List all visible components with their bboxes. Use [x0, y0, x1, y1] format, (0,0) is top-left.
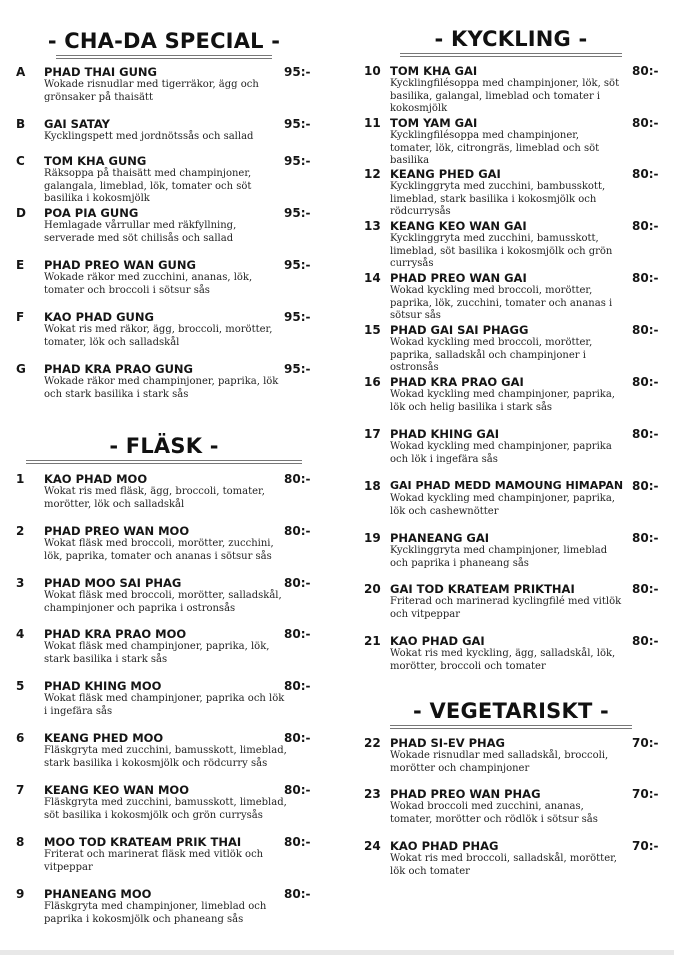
item-name: GAI SATAY: [44, 117, 110, 131]
item-price: 95:-: [284, 310, 311, 324]
item-code: A: [16, 65, 26, 79]
item-price: 70:-: [632, 787, 659, 801]
section-underline: [56, 55, 272, 59]
item-code: D: [16, 206, 26, 220]
item-name: PHAD KHING MOO: [44, 679, 162, 693]
item-name: TOM KHA GAI: [390, 64, 478, 78]
item-description: Wokade räkor med champinjoner, paprika, lök och stark basilika i stark sås: [44, 376, 279, 400]
item-description: Wokat ris med broccoli, salladskål, morötter, lök och tomater: [390, 853, 617, 877]
item-price: 95:-: [284, 65, 311, 79]
item-price: 95:-: [284, 206, 311, 220]
item-price: 80:-: [284, 887, 311, 901]
item-description: Wokat fläsk med broccoli, morötter, salladskål, champinjoner och paprika i ostronsås: [44, 590, 282, 614]
item-description: Kycklingfilésoppa med champinjoner, tomater, lök, citrongräs, limeblad och söt basilika: [390, 130, 600, 166]
item-name: PHAD PREO WAN GUNG: [44, 258, 196, 272]
item-price: 80:-: [632, 64, 659, 78]
item-price: 95:-: [284, 362, 311, 376]
item-code: G: [16, 362, 26, 376]
item-code: F: [16, 310, 25, 324]
item-name: PHANEANG MOO: [44, 887, 152, 901]
item-description: Kycklinggryta med zucchini, bamusskott, limeblad, söt basilika i kokosmjölk och grön currysås: [390, 233, 613, 269]
item-description: Fläskgryta med champinjoner, limeblad och paprika i kokosmjölk och phaneang sås: [44, 901, 267, 925]
section-header-vegetariskt: [364, 698, 658, 724]
item-price: 70:-: [632, 839, 659, 853]
item-price: 80:-: [284, 524, 311, 538]
item-description: Räksoppa på thaisätt med champinjoner, galangala, limeblad, lök, tomater och söt basilika i kokosmjölk: [44, 168, 252, 204]
item-description: Wokat fläsk med champinjoner, paprika och lök i ingefära sås: [44, 693, 285, 717]
item-code: 23: [364, 787, 381, 801]
item-description: Hemlagade vårrullar med räkfyllning, serverade med söt chilisås och sallad: [44, 220, 237, 244]
item-code: 24: [364, 839, 381, 853]
item-price: 70:-: [632, 736, 659, 750]
item-description: Fläskgryta med zucchini, bamusskott, limeblad, stark basilika i kokosmjölk och rödcurry sås: [44, 745, 287, 769]
item-name: PHANEANG GAI: [390, 531, 490, 545]
item-name: PHAD KHING GAI: [390, 427, 500, 441]
item-description: Wokat ris med kyckling, ägg, salladskål, lök, morötter, broccoli och tomater: [390, 648, 616, 672]
item-name: PHAD PREO WAN GAI: [390, 271, 527, 285]
item-code: B: [16, 117, 26, 131]
item-code: 22: [364, 736, 381, 750]
item-code: 17: [364, 427, 381, 441]
item-name: PHAD KRA PRAO GUNG: [44, 362, 193, 376]
item-code: 8: [16, 835, 25, 849]
item-description: Kycklinggryta med champinjoner, limeblad och paprika i phaneang sås: [390, 545, 608, 569]
section-underline: [26, 460, 302, 464]
item-code: 10: [364, 64, 381, 78]
item-name: KAO PHAD GAI: [390, 634, 485, 648]
item-code: 1: [16, 472, 25, 486]
item-description: Fläskgryta med zucchini, bamusskott, limeblad, söt basilika i kokosmjölk och grön currysås: [44, 797, 287, 821]
section-underline: [390, 725, 632, 729]
item-description: Wokad kyckling med champinjoner, paprika, lök och cashewnötter: [390, 493, 615, 517]
item-description: Wokad kyckling med broccoli, morötter, paprika, salladskål och champinjoner i ostronsås: [390, 337, 593, 373]
item-name: MOO TOD KRATEAM PRIK THAI: [44, 835, 242, 849]
item-description: Wokat ris med räkor, ägg, broccoli, morötter, tomater, lök och salladskål: [44, 324, 273, 348]
item-code: 16: [364, 375, 381, 389]
section-title: - FLÄSK -: [109, 434, 219, 458]
item-name: KEANG KEO WAN GAI: [390, 219, 527, 233]
item-name: PHAD GAI SAI PHAGG: [390, 323, 529, 337]
item-description: Wokad kyckling med champinjoner, paprika och lök i ingefära sås: [390, 441, 612, 465]
item-name: TOM YAM GAI: [390, 116, 478, 130]
item-name: PHAD KRA PRAO MOO: [44, 627, 187, 641]
item-price: 80:-: [632, 323, 659, 337]
item-code: 20: [364, 582, 381, 596]
item-price: 80:-: [632, 167, 659, 181]
item-code: 18: [364, 479, 381, 493]
item-code: 19: [364, 531, 381, 545]
item-name: GAI PHAD MEDD MAMOUNG HIMAPAN: [390, 479, 624, 492]
item-description: Kycklingspett med jordnötssås och sallad: [44, 131, 254, 142]
item-price: 80:-: [632, 271, 659, 285]
section-title: - KYCKLING -: [434, 27, 588, 51]
item-name: KAO PHAD MOO: [44, 472, 148, 486]
item-description: Wokat ris med fläsk, ägg, broccoli, tomater, morötter, lök och salladskål: [44, 486, 265, 510]
item-name: TOM KHA GUNG: [44, 154, 147, 168]
item-price: 80:-: [632, 634, 659, 648]
item-name: PHAD MOO SAI PHAG: [44, 576, 182, 590]
item-description: Kycklingfilésoppa med champinjoner, lök, söt basilika, galangal, limeblad och tomater i kokosmjölk: [390, 78, 620, 114]
item-name: PHAD PREO WAN MOO: [44, 524, 190, 538]
item-description: Wokad broccoli med zucchini, ananas, tomater, morötter och rödlök i sötsur sås: [390, 801, 598, 825]
item-name: POA PIA GUNG: [44, 206, 139, 220]
section-title: - VEGETARISKT -: [413, 699, 609, 723]
item-name: KAO PHAD PHAG: [390, 839, 499, 853]
item-price: 80:-: [284, 731, 311, 745]
item-name: KEANG PHED MOO: [44, 731, 164, 745]
item-code: 4: [16, 627, 25, 641]
item-name: PHAD THAI GUNG: [44, 65, 157, 79]
item-code: 3: [16, 576, 25, 590]
item-name: KAO PHAD GUNG: [44, 310, 154, 324]
item-price: 80:-: [284, 783, 311, 797]
section-header-kyckling: [364, 26, 658, 52]
item-name: GAI TOD KRATEAM PRIKTHAI: [390, 582, 575, 596]
item-price: 80:-: [284, 627, 311, 641]
item-description: Wokad kyckling med broccoli, morötter, paprika, lök, zucchini, tomater och ananas i sötsur sås: [390, 285, 613, 321]
item-description: Friterad och marinerad kyclingfilé med vitlök och vitpeppar: [390, 596, 622, 620]
item-code: 11: [364, 116, 381, 130]
item-description: Kycklinggryta med zucchini, bambusskott, limeblad, stark basilika i kokosmjölk och rödcurrysås: [390, 181, 606, 217]
item-price: 95:-: [284, 154, 311, 168]
item-name: KEANG PHED GAI: [390, 167, 501, 181]
item-price: 80:-: [632, 427, 659, 441]
item-price: 80:-: [632, 219, 659, 233]
item-price: 80:-: [632, 531, 659, 545]
item-description: Wokat fläsk med champinjoner, paprika, lök, stark basilika i stark sås: [44, 641, 270, 665]
item-description: Wokat fläsk med broccoli, morötter, zucchini, lök, paprika, tomater och ananas i sötsur sås: [44, 538, 274, 562]
item-code: 6: [16, 731, 25, 745]
item-price: 95:-: [284, 258, 311, 272]
section-header-cha-da-special: [16, 28, 312, 54]
item-code: 5: [16, 679, 25, 693]
item-code: 21: [364, 634, 381, 648]
section-header-flask: [16, 433, 312, 459]
item-price: 80:-: [284, 472, 311, 486]
item-name: KEANG KEO WAN MOO: [44, 783, 189, 797]
item-code: 14: [364, 271, 381, 285]
item-code: E: [16, 258, 25, 272]
item-price: 80:-: [632, 116, 659, 130]
item-code: 12: [364, 167, 381, 181]
item-description: Wokade räkor med zucchini, ananas, lök, tomater och broccoli i sötsur sås: [44, 272, 253, 296]
item-name: PHAD PREO WAN PHAG: [390, 787, 541, 801]
item-price: 95:-: [284, 117, 311, 131]
item-code: 7: [16, 783, 25, 797]
item-description: Wokad kyckling med champinjoner, paprika, lök och helig basilika i stark sås: [390, 389, 615, 413]
item-price: 80:-: [632, 375, 659, 389]
item-description: Friterat och marinerat fläsk med vitlök och vitpeppar: [44, 849, 264, 873]
section-title: - CHA-DA SPECIAL -: [47, 29, 281, 53]
item-code: 2: [16, 524, 25, 538]
item-description: Wokade risnudlar med tigerräkor, ägg och grönsaker på thaisätt: [44, 79, 259, 103]
item-code: 9: [16, 887, 25, 901]
item-name: PHAD SI-EV PHAG: [390, 736, 505, 750]
item-price: 80:-: [284, 679, 311, 693]
item-code: C: [16, 154, 25, 168]
page-bottom-edge: [0, 950, 674, 955]
section-underline: [400, 53, 622, 57]
item-description: Wokade risnudlar med salladskål, broccoli, morötter och champinjoner: [390, 750, 609, 774]
item-price: 80:-: [632, 582, 659, 596]
item-code: 13: [364, 219, 381, 233]
item-price: 80:-: [284, 835, 311, 849]
item-name: PHAD KRA PRAO GAI: [390, 375, 524, 389]
item-price: 80:-: [284, 576, 311, 590]
item-code: 15: [364, 323, 381, 337]
item-price: 80:-: [632, 479, 659, 493]
